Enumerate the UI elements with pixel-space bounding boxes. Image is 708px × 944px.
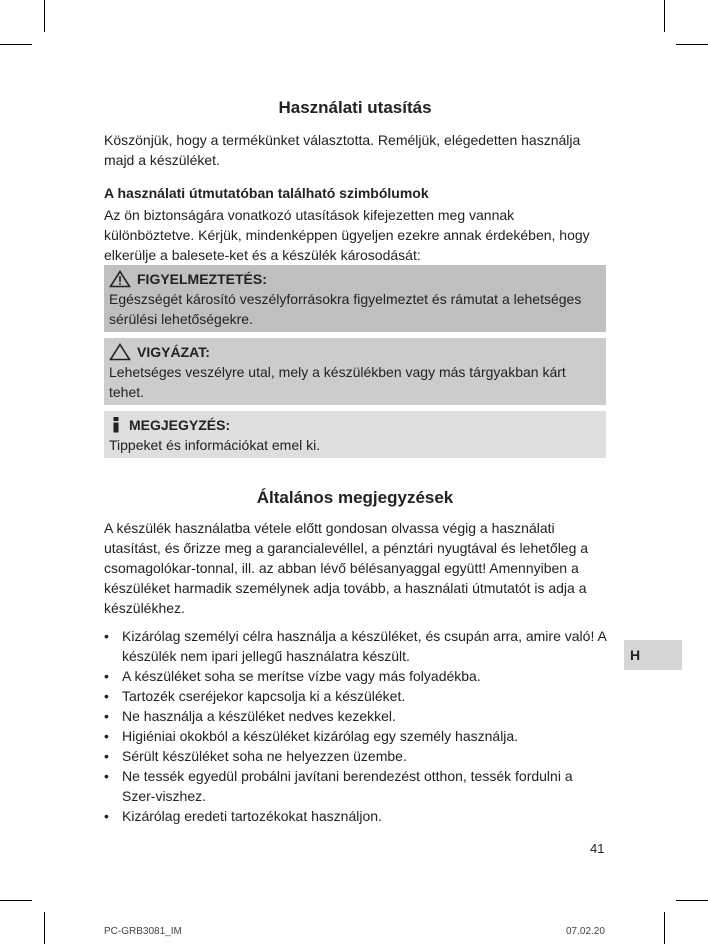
page-number: 41 bbox=[590, 841, 605, 856]
bullet-marker: • bbox=[104, 768, 109, 784]
caution-label: VIGYÁZAT: bbox=[137, 344, 210, 360]
bullet-marker: • bbox=[104, 668, 109, 684]
note-notice bbox=[104, 411, 606, 458]
crop-mark bbox=[0, 44, 32, 45]
crop-mark bbox=[44, 0, 45, 32]
general-text: A készülék használatba vétele előtt gondosan olvassa végig a használati utasítást, és őrizze meg a garancialevéllel, a pénztári nyugtával és lehetőleg a csomagolókar-tonnal, ill. az abban lévő bélésanyaggal együtt! Amennyiben a készüléket harmadik személynek adja tovább, a használati útmutatót is adja a készülékhez. bbox=[104, 520, 589, 616]
bullet-marker: • bbox=[104, 708, 109, 724]
language-tab: H bbox=[624, 640, 682, 670]
intro-text: Köszönjük, hogy a termékünket választotta. Reméljük, elégedetten használja majd a készüléket. bbox=[104, 132, 581, 168]
caution-text: Lehetséges veszélyre utal, mely a készülékben vagy más tárgyakban kárt tehet. bbox=[109, 364, 566, 400]
crop-mark bbox=[44, 912, 45, 944]
caution-notice bbox=[104, 338, 606, 405]
list-item: • Tartozék cseréjekor kapcsolja ki a készüléket. bbox=[104, 688, 406, 704]
warning-text: Egészségét károsító veszélyforrásokra figyelmeztet és rámutat a lehetséges sérülési lehetőségekre. bbox=[109, 291, 582, 327]
bullet-marker: • bbox=[104, 688, 109, 704]
crop-mark bbox=[676, 44, 708, 45]
warning-triangle-icon bbox=[109, 270, 131, 288]
list-item: • Ne tessék egyedül probálni javítani berendezést otthon, tessék fordulni a Szer-viszhez. bbox=[104, 768, 573, 804]
bullet-marker: • bbox=[104, 808, 109, 824]
list-item: • A készüléket soha se merítse vízbe vagy más folyadékba. bbox=[104, 668, 481, 684]
symbols-heading: A használati útmutatóban található szimbólumok bbox=[104, 185, 429, 201]
list-item: • Kizárólag személyi célra használja a készüléket, és csupán arra, amire való! A készülék nem ipari jellegű használatra készült. bbox=[104, 628, 607, 664]
warning-notice bbox=[104, 265, 606, 332]
crop-mark bbox=[664, 912, 665, 944]
note-label: MEGJEGYZÉS: bbox=[129, 417, 231, 433]
symbols-text: Az ön biztonságára vonatkozó utasítások kifejezetten meg vannak különböztetve. Kérjük, mindenképpen ügyeljen ezekre annak érdekében, hogy elkerülje a balesete-ket és a készülék károsodását: bbox=[104, 207, 590, 263]
info-icon bbox=[109, 416, 123, 434]
crop-mark bbox=[0, 900, 32, 901]
bullet-marker: • bbox=[104, 628, 109, 644]
page-content bbox=[104, 98, 606, 826]
crop-mark bbox=[664, 0, 665, 32]
footer-doc-code: PC-GRB3081_IM bbox=[104, 926, 182, 937]
page-title: Használati utasítás bbox=[278, 98, 432, 117]
note-text: Tippeket és információkat emel ki. bbox=[109, 437, 321, 453]
list-item: • Kizárólag eredeti tartozékokat használjon. bbox=[104, 808, 382, 824]
list-item: • Ne használja a készüléket nedves kezekkel. bbox=[104, 708, 396, 724]
list-item: • Sérült készüléket soha ne helyezzen üzembe. bbox=[104, 748, 407, 764]
general-title: Általános megjegyzések bbox=[256, 488, 454, 507]
bullet-list bbox=[104, 626, 606, 826]
caution-triangle-icon bbox=[109, 343, 131, 361]
crop-mark bbox=[676, 900, 708, 901]
footer-date: 07.02.20 bbox=[566, 926, 605, 937]
warning-label: FIGYELMEZTETÉS: bbox=[137, 271, 267, 287]
list-item: • Higiéniai okokból a készüléket kizárólag egy személy használja. bbox=[104, 728, 519, 744]
bullet-marker: • bbox=[104, 748, 109, 764]
bullet-marker: • bbox=[104, 728, 109, 744]
